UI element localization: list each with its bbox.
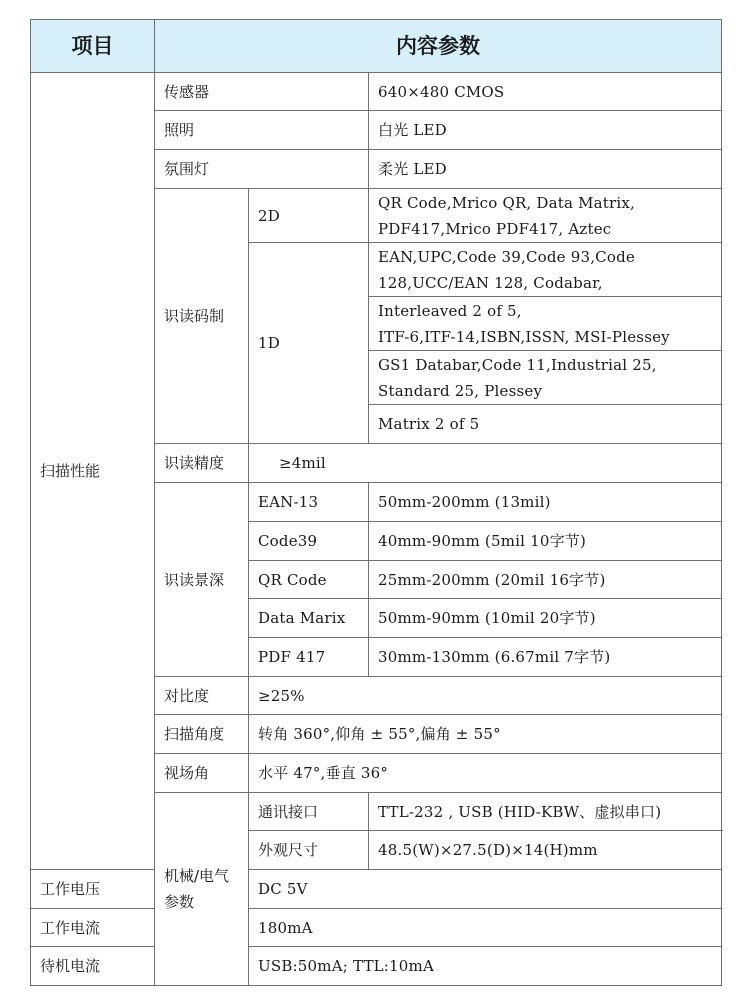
row-label: 识读码制 <box>155 189 249 444</box>
category-scan: 扫描性能 <box>31 73 155 870</box>
row-label: 待机电流 <box>31 947 155 986</box>
row-value: 柔光 LED <box>369 150 722 189</box>
row-value: TTL-232 , USB (HID-KBW、虚拟串口) <box>369 793 722 831</box>
symbology-1d-label: 1D <box>249 243 369 444</box>
row-value: 180mA <box>249 909 722 947</box>
row-value: DC 5V <box>249 870 722 909</box>
symbology-1d-value: GS1 Databar,Code 11,Industrial 25, Standard 25, Plessey <box>369 351 722 405</box>
row-value: 640×480 CMOS <box>369 73 722 111</box>
row-label: 传感器 <box>155 73 369 111</box>
row-label: 外观尺寸 <box>249 831 369 870</box>
dof-code: QR Code <box>249 561 369 599</box>
row-value: ≥4mil <box>249 444 722 483</box>
table-row <box>31 870 722 909</box>
row-value: 白光 LED <box>369 111 722 150</box>
dof-range: 30mm-130mm (6.67mil 7字节) <box>369 638 722 677</box>
dof-range: 50mm-90mm (10mil 20字节) <box>369 599 722 638</box>
row-label: 对比度 <box>155 677 249 715</box>
spec-table <box>30 19 722 986</box>
header-content: 内容参数 <box>155 20 722 73</box>
row-value: 水平 47°,垂直 36° <box>249 754 722 793</box>
dof-range: 25mm-200mm (20mil 16字节) <box>369 561 722 599</box>
dof-code: Data Marix <box>249 599 369 638</box>
row-label: 通讯接口 <box>249 793 369 831</box>
row-label: 扫描角度 <box>155 715 249 754</box>
row-value: 转角 360°,仰角 ± 55°,偏角 ± 55° <box>249 715 722 754</box>
row-label: 氛围灯 <box>155 150 369 189</box>
header-row <box>31 20 722 73</box>
dof-range: 40mm-90mm (5mil 10字节) <box>369 522 722 561</box>
dof-range: 50mm-200mm (13mil) <box>369 483 722 522</box>
table-row <box>31 73 722 111</box>
symbology-2d-value: QR Code,Mrico QR, Data Matrix, PDF417,Mrico PDF417, Aztec <box>369 189 722 243</box>
table-row <box>31 947 722 986</box>
row-label: 照明 <box>155 111 369 150</box>
row-label: 工作电压 <box>31 870 155 909</box>
row-value: USB:50mA; TTL:10mA <box>249 947 722 986</box>
symbology-2d-label: 2D <box>249 189 369 243</box>
row-label: 工作电流 <box>31 909 155 947</box>
row-value: ≥25% <box>249 677 722 715</box>
symbology-1d-value: EAN,UPC,Code 39,Code 93,Code 128,UCC/EAN 128, Codabar, <box>369 243 722 297</box>
row-label: 识读景深 <box>155 483 249 677</box>
header-item: 项目 <box>31 20 155 73</box>
dof-code: PDF 417 <box>249 638 369 677</box>
table-row <box>31 909 722 947</box>
symbology-1d-value: Matrix 2 of 5 <box>369 405 722 444</box>
dof-code: EAN-13 <box>249 483 369 522</box>
row-label: 视场角 <box>155 754 249 793</box>
row-label: 识读精度 <box>155 444 249 483</box>
dof-code: Code39 <box>249 522 369 561</box>
category-mech: 机械/电气参数 <box>155 793 249 986</box>
symbology-1d-value: Interleaved 2 of 5, ITF-6,ITF-14,ISBN,ISSN, MSI-Plessey <box>369 297 722 351</box>
row-value: 48.5(W)×27.5(D)×14(H)mm <box>369 831 722 870</box>
